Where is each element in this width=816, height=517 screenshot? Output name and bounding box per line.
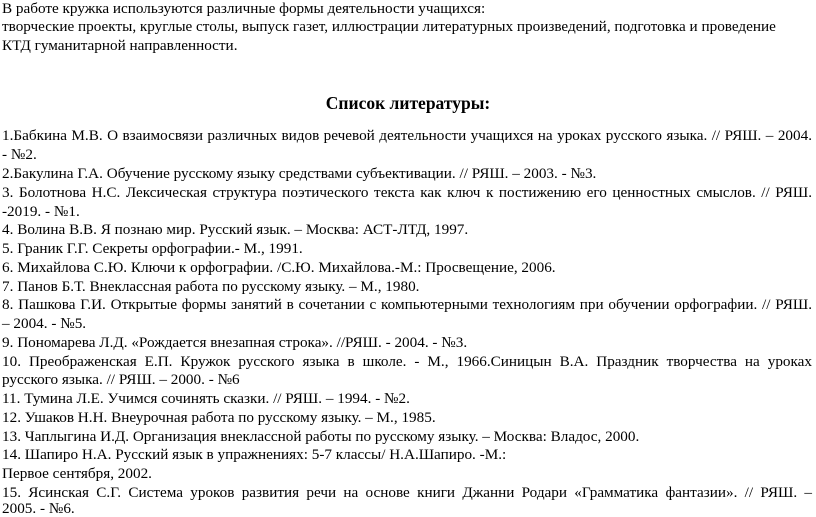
- reference-10-line-2: русского языка. // РЯШ. – 2000. - №6: [2, 371, 240, 388]
- reference-15-line-1: 15. Ясинская С.Г. Система уроков развития речи на основе книги Джанни Родари «Грамматика фантазии». // РЯШ. –: [2, 484, 812, 501]
- reference-8-line-1: 8. Пашкова Г.И. Открытые формы занятий в сочетании с компьютерными технологиям при обучении орфографии. // РЯШ.: [2, 296, 812, 313]
- reference-15-line-2: 2005. - №6.: [2, 500, 75, 517]
- reference-4: 4. Волина В.В. Я познаю мир. Русский язык. – Москва: АСТ-ЛТД, 1997.: [2, 221, 469, 238]
- intro-line-3: КТД гуманитарной направленности.: [2, 37, 238, 54]
- reference-2: 2.Бакулина Г.А. Обучение русскому языку средствами субъективации. // РЯШ. – 2003. - №3.: [2, 165, 597, 182]
- reference-1-line-1: 1.Бабкина М.В. О взаимосвязи различных видов речевой деятельности учащихся на уроках русского языка. // РЯШ. – 2004.: [2, 127, 812, 144]
- reference-10-line-1: 10. Преображенская Е.П. Кружок русского языка в школе. - М., 1966.Синицын В.А. Праздник творчества на уроках: [2, 353, 812, 370]
- reference-5: 5. Граник Г.Г. Секреты орфографии.- М., 1991.: [2, 240, 303, 257]
- intro-line-1: В работе кружка используются различные формы деятельности учащихся:: [2, 0, 486, 17]
- reference-14-line-2: Первое сентября, 2002.: [2, 465, 152, 482]
- reference-9: 9. Пономарева Л.Д. «Рождается внезапная строка». //РЯШ. - 2004. - №3.: [2, 334, 468, 351]
- references-heading: Список литературы:: [325, 93, 491, 113]
- reference-7: 7. Панов Б.Т. Внеклассная работа по русскому языку. – М., 1980.: [2, 278, 420, 295]
- intro-line-2: творческие проекты, круглые столы, выпуск газет, иллюстрации литературных произведений, подготовка и проведение: [2, 18, 776, 35]
- reference-14-line-1: 14. Шапиро Н.А. Русский язык в упражнениях: 5-7 классы/ Н.А.Шапиро. -М.:: [2, 446, 507, 463]
- reference-3-line-2: -2019. - №1.: [2, 203, 80, 220]
- reference-13: 13. Чаплыгина И.Д. Организация внеклассной работы по русскому языку. – Москва: Владос, 2000.: [2, 428, 640, 445]
- reference-6: 6. Михайлова С.Ю. Ключи к орфографии. /С.Ю. Михайлова.-М.: Просвещение, 2006.: [2, 259, 556, 276]
- reference-12: 12. Ушаков Н.Н. Внеурочная работа по русскому языку. – М., 1985.: [2, 409, 436, 426]
- reference-1-line-2: - №2.: [2, 146, 37, 163]
- reference-11: 11. Тумина Л.Е. Учимся сочинять сказки. // РЯШ. – 1994. - №2.: [2, 390, 410, 407]
- reference-3-line-1: 3. Болотнова Н.С. Лексическая структура поэтического текста как ключ к постижению его ценностных смыслов. // РЯШ.: [2, 184, 812, 201]
- reference-8-line-2: – 2004. - №5.: [2, 315, 87, 332]
